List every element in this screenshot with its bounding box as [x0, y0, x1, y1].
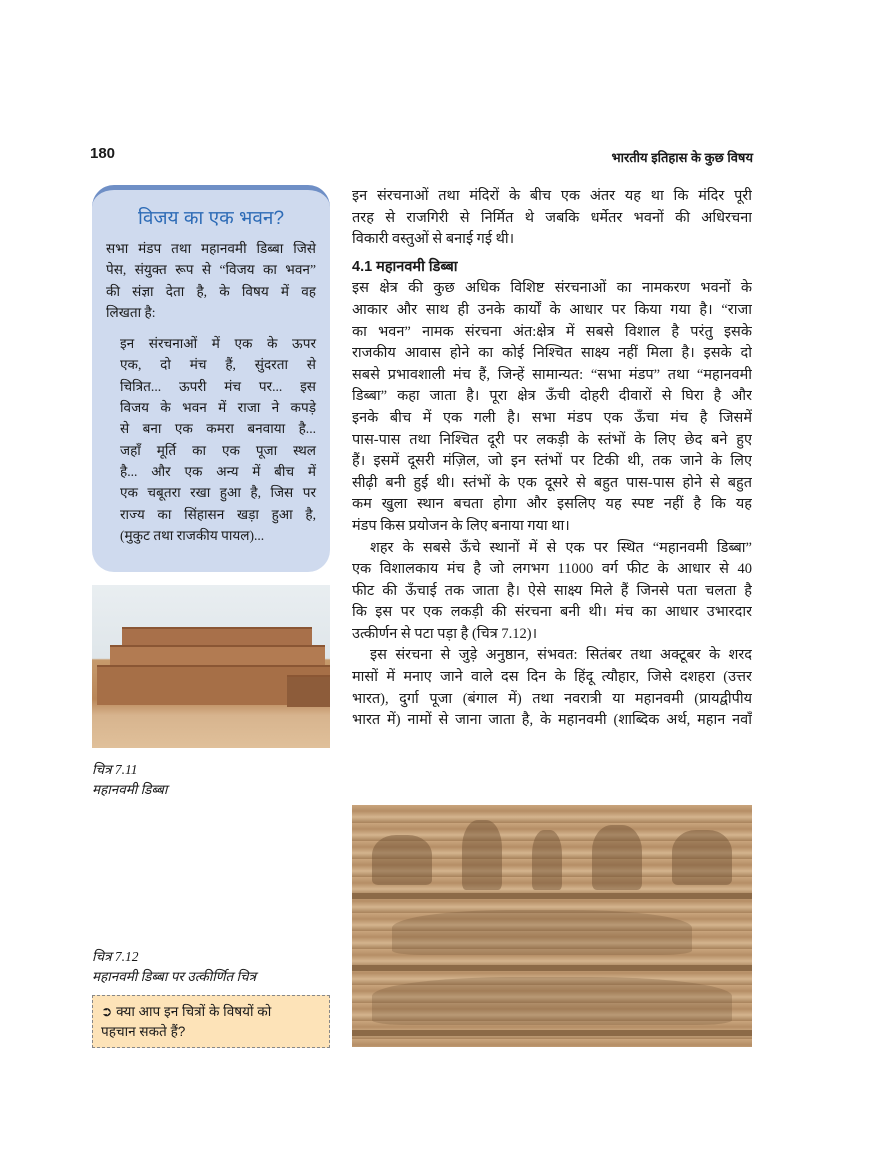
sidebar-text-line: पेस, संयुक्त रूप से “विजय का भवन” [106, 262, 316, 278]
text-line: इस क्षेत्र की कुछ अधिक विशिष्ट संरचनाओं का नामकरण भवनों के [352, 280, 752, 297]
sidebar-text-line: (मुकुट तथा राजकीय पायल)... [120, 527, 265, 543]
text-line: कम खुला स्थान बचता होगा और इसलिए यह स्पष्ट नहीं है कि यह [352, 496, 752, 513]
sidebar-text-line: से बना एक कमरा बनवाया है... [120, 421, 316, 437]
text-line: शहर के सबसे ऊँचे स्थानों में से एक पर स्थित “महानवमी डिब्बा” [370, 539, 752, 556]
figure-number: चित्र 7.11 [92, 762, 138, 777]
text-line: डिब्बा” कहा जाता है। पूरा क्षेत्र ऊँची दोहरी दीवारों से घिरा है और [352, 388, 752, 405]
figure-caption: महानवमी डिब्बा पर उत्कीर्णित चित्र [92, 969, 257, 984]
sidebar-text-line: की संज्ञा देता है, के विषय में वह [106, 283, 316, 299]
arrow-circle-icon: ➲ [101, 1004, 113, 1019]
text-line: भारत), दुर्गा पूजा (बंगाल में) तथा नवरात्री या महानवमी (प्रायद्वीपीय [352, 690, 752, 707]
sidebar-text-line: है... और एक अन्य में बीच में [120, 463, 316, 479]
text-line: इस संरचना से जुड़े अनुष्ठान, संभवत: सितंबर तथा अक्टूबर के शरद [370, 647, 752, 664]
text-line: आकार और साथ ही उनके कार्यों के आधार पर किया गया है। “राजा [352, 301, 752, 318]
text-line: फीट की ऊँचाई तक जाता है। ऐसे साक्ष्य मिले हैं जिनसे पता चलता है [352, 582, 752, 599]
figure-number: चित्र 7.12 [92, 949, 139, 964]
text-line: मंडप किस प्रयोजन के लिए बनाया गया था। [352, 517, 570, 534]
figure-7-12-caption [92, 947, 256, 987]
figure-7-11-caption [92, 760, 167, 800]
sidebar-intro [106, 238, 316, 323]
sidebar-text-line: सभा मंडप तथा महानवमी डिब्बा जिसे [106, 241, 316, 256]
figure-7-12-carving-photo [352, 805, 752, 1047]
page-number: 180 [90, 145, 116, 162]
text-line: हैं। इसमें दूसरी मंज़िल, जो इन स्तंभों पर टिकी थी, तक जाने के लिए [352, 453, 752, 470]
sidebar-text-line: राज्य का सिंहासन खड़ा हुआ है, [120, 506, 316, 522]
figure-7-11-photo [92, 585, 330, 748]
text-line: राजकीय आवास होने का कोई निश्चित साक्ष्य नहीं मिला है। इसके दो [352, 345, 752, 362]
question-line: क्या आप इन चित्रों के विषयों को [116, 1004, 272, 1019]
sidebar-text-line: इन संरचनाओं में एक के ऊपर [120, 336, 316, 352]
section-heading: 4.1 महानवमी डिब्बा [352, 258, 458, 275]
sidebar-text-line: विजय के भवन में राजा ने कपड़े [120, 400, 316, 416]
question-line: पहचान सकते हैं? [101, 1024, 186, 1039]
text-line: सबसे प्रभावशाली मंच हैं, जिन्हें सामान्यत: “सभा मंडप” तथा “महानवमी [352, 366, 752, 383]
sidebar-text-line: एक, दो मंच हैं, सुंदरता से [120, 357, 316, 373]
text-line: उत्कीर्णन से पटा पड़ा है (चित्र 7.12)। [352, 625, 538, 642]
sidebar-text-line: जहाँ मूर्ति का एक पूजा स्थल [120, 442, 316, 458]
text-line: तरह से राजगिरी से निर्मित थे जबकि धर्मेतर भवनों की अधिरचना [352, 209, 752, 226]
text-line: एक विशालकाय मंच है जो लगभग 11000 वर्ग फीट के आधार से 40 [352, 561, 752, 578]
text-line: का भवन” नामक संरचना अंत:क्षेत्र में सबसे विशाल है परंतु इसके [352, 323, 752, 340]
figure-caption: महानवमी डिब्बा [92, 782, 168, 797]
text-line: इनके बीच में एक गली है। सभा मंडप एक ऊँचा मंच है जिसमें [352, 409, 752, 426]
text-line: भारत में) नामों से जाना जाता है, के महानवमी (शाब्दिक अर्थ, महान नवाँ [352, 712, 752, 729]
text-line: इन संरचनाओं तथा मंदिरों के बीच एक अंतर यह था कि मंदिर पूरी [352, 188, 752, 204]
text-line: कि इस पर एक लकड़ी की संरचना बनी थी। मंच का आधार उभारदार [352, 604, 752, 621]
sidebar-text-line: लिखता है: [106, 304, 156, 320]
text-line: विकारी वस्तुओं से बनाई गई थी। [352, 231, 515, 248]
main-text-column [352, 186, 752, 732]
sidebar-box [92, 185, 330, 572]
text-line: मासों में मनाए जाने वाले दस दिन के हिंदू त्यौहार, जिसे दशहरा (उत्तर [352, 669, 752, 686]
sidebar-text-line: एक चबूतरा रखा हुआ है, जिस पर [120, 485, 316, 501]
question-box [92, 995, 330, 1048]
text-line: सीढ़ी बनी हुई थी। स्तंभों के एक दूसरे से बहुत पास-पास होने से बहुत [352, 474, 752, 491]
sidebar-quote [106, 333, 316, 546]
sidebar-box-title: विजय का एक भवन? [137, 208, 285, 229]
running-title: भारतीय इतिहास के कुछ विषय [611, 150, 753, 165]
sidebar-text-line: चित्रित... ऊपरी मंच पर... इस [120, 378, 316, 394]
text-line: पास-पास तथा निश्चित दूरी पर लकड़ी के स्तंभों के लिए छेद बने हुए [352, 431, 752, 448]
